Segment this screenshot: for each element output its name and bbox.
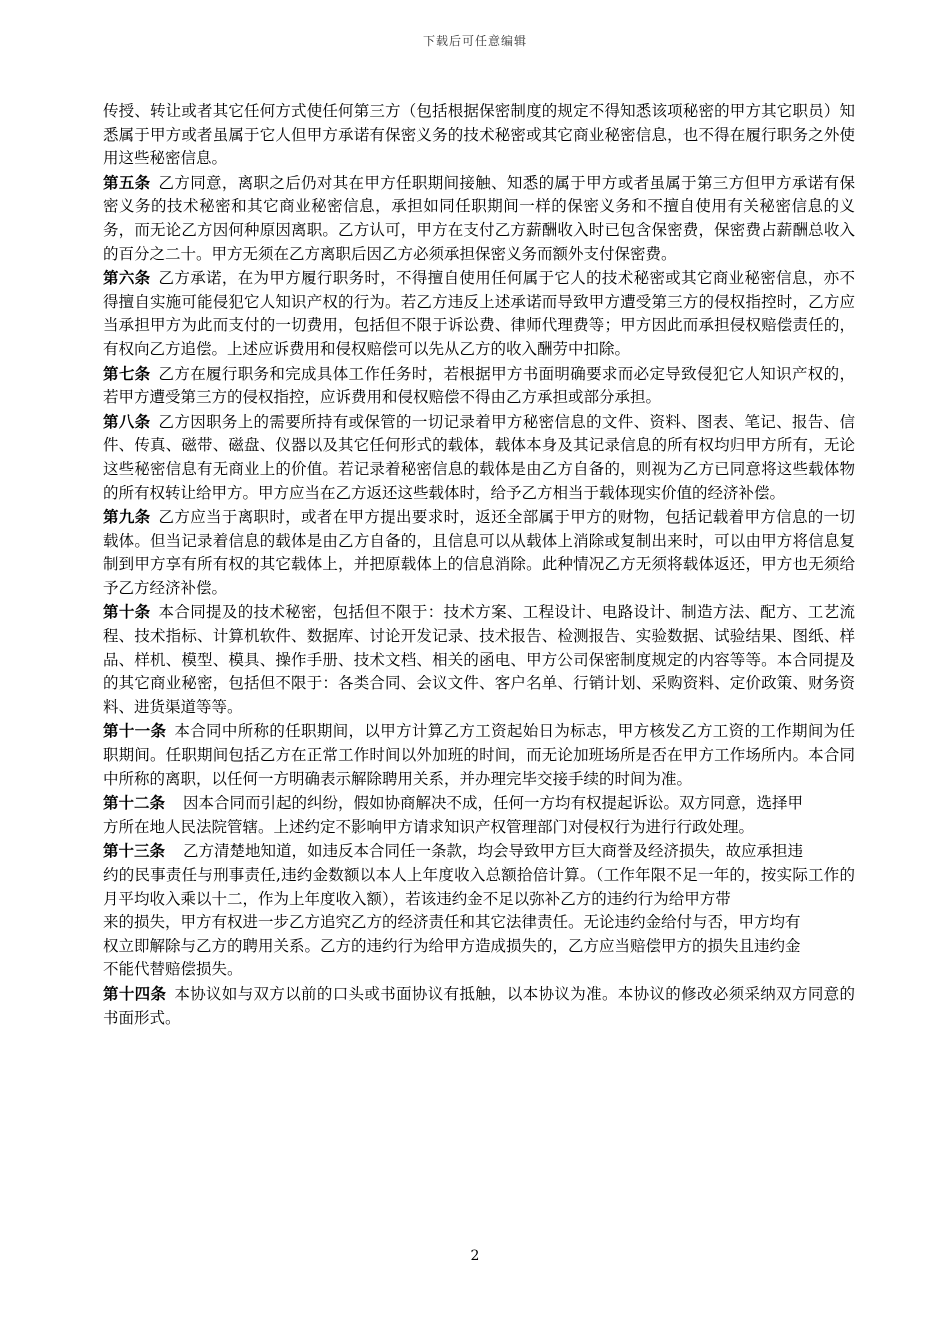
article-line: 来的损失，甲方有权进一步乙方追究乙方的经济责任和其它法律责任。无论违约金给付与否，甲方均有 <box>103 913 801 932</box>
article-number: 第七条 <box>103 363 151 383</box>
article-number: 第六条 <box>103 268 151 288</box>
article-line: 权立即解除与乙方的聘用关系。乙方的违约行为给甲方造成损失的，乙方应当赔偿甲方的损失且违约金 <box>103 936 801 955</box>
page-number: 2 <box>470 1248 480 1264</box>
article-9 <box>103 505 855 600</box>
article-number: 第五条 <box>103 172 151 192</box>
article-10 <box>103 600 855 719</box>
article-text: 乙方承诺，在为甲方履行职务时，不得擅自使用任何属于它人的技术秘密或其它商业秘密信息，亦不得擅自实施可能侵犯它人知识产权的行为。若乙方违反上述承诺而导致甲方遭受第三方的侵权指控时，乙方应当承担甲方为此而支付的一切费用，包括但不限于诉讼费、律师代理费等；甲方因此而承担侵权赔偿责任的，有权向乙方追偿。上述应诉费用和侵权赔偿可以先从乙方的收入酬劳中扣除。 <box>103 269 855 358</box>
article-number: 第十条 <box>103 602 151 622</box>
article-text: 乙方应当于离职时，或者在甲方提出要求时，返还全部属于甲方的财物，包括记载着甲方信息的一切载体。但当记录着信息的载体是由乙方自备的，且信息可以从载体上消除或复制出来时，可以由甲方将信息复制到甲方享有所有权的其它载体上，并把原载体上的信息消除。此种情况乙方无须将载体返还，甲方也无须给予乙方经济补偿。 <box>103 508 855 597</box>
article-text: 本合同提及的技术秘密，包括但不限于：技术方案、工程设计、电路设计、制造方法、配方、工艺流程、技术指标、计算机软件、数据库、讨论开发记录、技术报告、检测报告、实验数据、试验结果、图纸、样品、样机、模型、模具、操作手册、技术文档、相关的函电、甲方公司保密制度规定的内容等等。本合同提及的其它商业秘密，包括但不限于：各类合同、会议文件、客户名单、行销计划、采购资料、定价政策、财务资料、进货渠道等等。 <box>103 603 855 716</box>
article-line: 方所在地人民法院管辖。上述约定不影响甲方请求知识产权管理部门对侵权行为进行行政处理。 <box>103 817 755 836</box>
article-number: 第十一条 <box>103 721 167 741</box>
article-13 <box>103 839 855 982</box>
article-text: 乙方在履行职务和完成具体工作任务时，若根据甲方书面明确要求而必定导致侵犯它人知识产权的，若甲方遭受第三方的侵权指控，应诉费用和侵权赔偿不得由乙方承担或部分承担。 <box>103 364 855 407</box>
article-number: 第九条 <box>103 507 151 527</box>
article-line: 不能代替赔偿损失。 <box>103 960 243 979</box>
article-text: 本合同中所称的任职期间，以甲方计算乙方工资起始日为标志，甲方核发乙方工资的工作期间为任职期间。任职期间包括乙方在正常工作时间以外加班的时间，而无论加班场所是否在甲方工作场所内。本合同中所称的离职，以任何一方明确表示解除聘用关系，并办理完毕交接手续的时间为准。 <box>103 722 855 788</box>
article-line <box>103 791 855 816</box>
article-11 <box>103 719 855 791</box>
article-text: 乙方因职务上的需要所持有或保管的一切记录着甲方秘密信息的文件、资料、图表、笔记、报告、信件、传真、磁带、磁盘、仪器以及其它任何形式的载体，载体本身及其记录信息的所有权均归甲方所有，无论这些秘密信息有无商业上的价值。若记录着秘密信息的载体是由乙方自备的，则视为乙方已同意将这些载体物的所有权转让给甲方。甲方应当在乙方返还这些载体时，给予乙方相当于载体现实价值的经济补偿。 <box>103 412 855 502</box>
intro-paragraph: 传授、转让或者其它任何方式使任何第三方（包括根据保密制度的规定不得知悉该项秘密的甲方其它职员）知悉属于甲方或者虽属于它人但甲方承诺有保密义务的技术秘密或其它商业秘密信息，也不得在履行职务之外使用这些秘密信息。 <box>103 102 855 168</box>
article-12 <box>103 791 855 839</box>
article-text: 乙方同意，离职之后仍对其在甲方任职期间接触、知悉的属于甲方或者虽属于第三方但甲方承诺有保密义务的技术秘密和其它商业秘密信息，承担如同任职期间一样的保密义务和不擅自使用有关秘密信息的义务，而无论乙方因何种原因离职。乙方认可，甲方在支付乙方薪酬收入时已包含保密费，保密费占薪酬总收入的百分之二十。甲方无须在乙方离职后因乙方必须承担保密义务而额外支付保密费。 <box>103 173 855 263</box>
article-number: 第八条 <box>103 411 151 431</box>
article-5 <box>103 171 855 266</box>
article-number: 第十四条 <box>103 983 167 1003</box>
article-7 <box>103 362 855 410</box>
article-text: 乙方清楚地知道，如违反本合同任一条款，均会导致甲方巨大商誉及经济损失，故应承担违 <box>183 842 804 861</box>
article-text: 因本合同而引起的纠纷，假如协商解决不成，任何一方均有权提起诉讼。双方同意，选择甲 <box>183 794 804 813</box>
document-body <box>103 100 855 1030</box>
article-number: 第十二条 <box>103 793 166 813</box>
article-line: 约的民事责任与刑事责任,违约金数额以本人上年度收入总额拾倍计算。（工作年限不足一年的，按实际工作的月平均收入乘以十二，作为上年度收入额），若该违约金不足以弥补乙方的违约行为给甲方带 <box>103 866 855 908</box>
article-number: 第十三条 <box>103 841 166 861</box>
article-text: 本协议如与双方以前的口头或书面协议有抵触，以本协议为准。本协议的修改必须采纳双方同意的书面形式。 <box>103 984 855 1027</box>
article-line <box>103 839 855 864</box>
article-14 <box>103 982 855 1030</box>
article-8 <box>103 410 855 505</box>
document-header-note: 下载后可任意编辑 <box>422 34 527 48</box>
article-6 <box>103 266 855 361</box>
